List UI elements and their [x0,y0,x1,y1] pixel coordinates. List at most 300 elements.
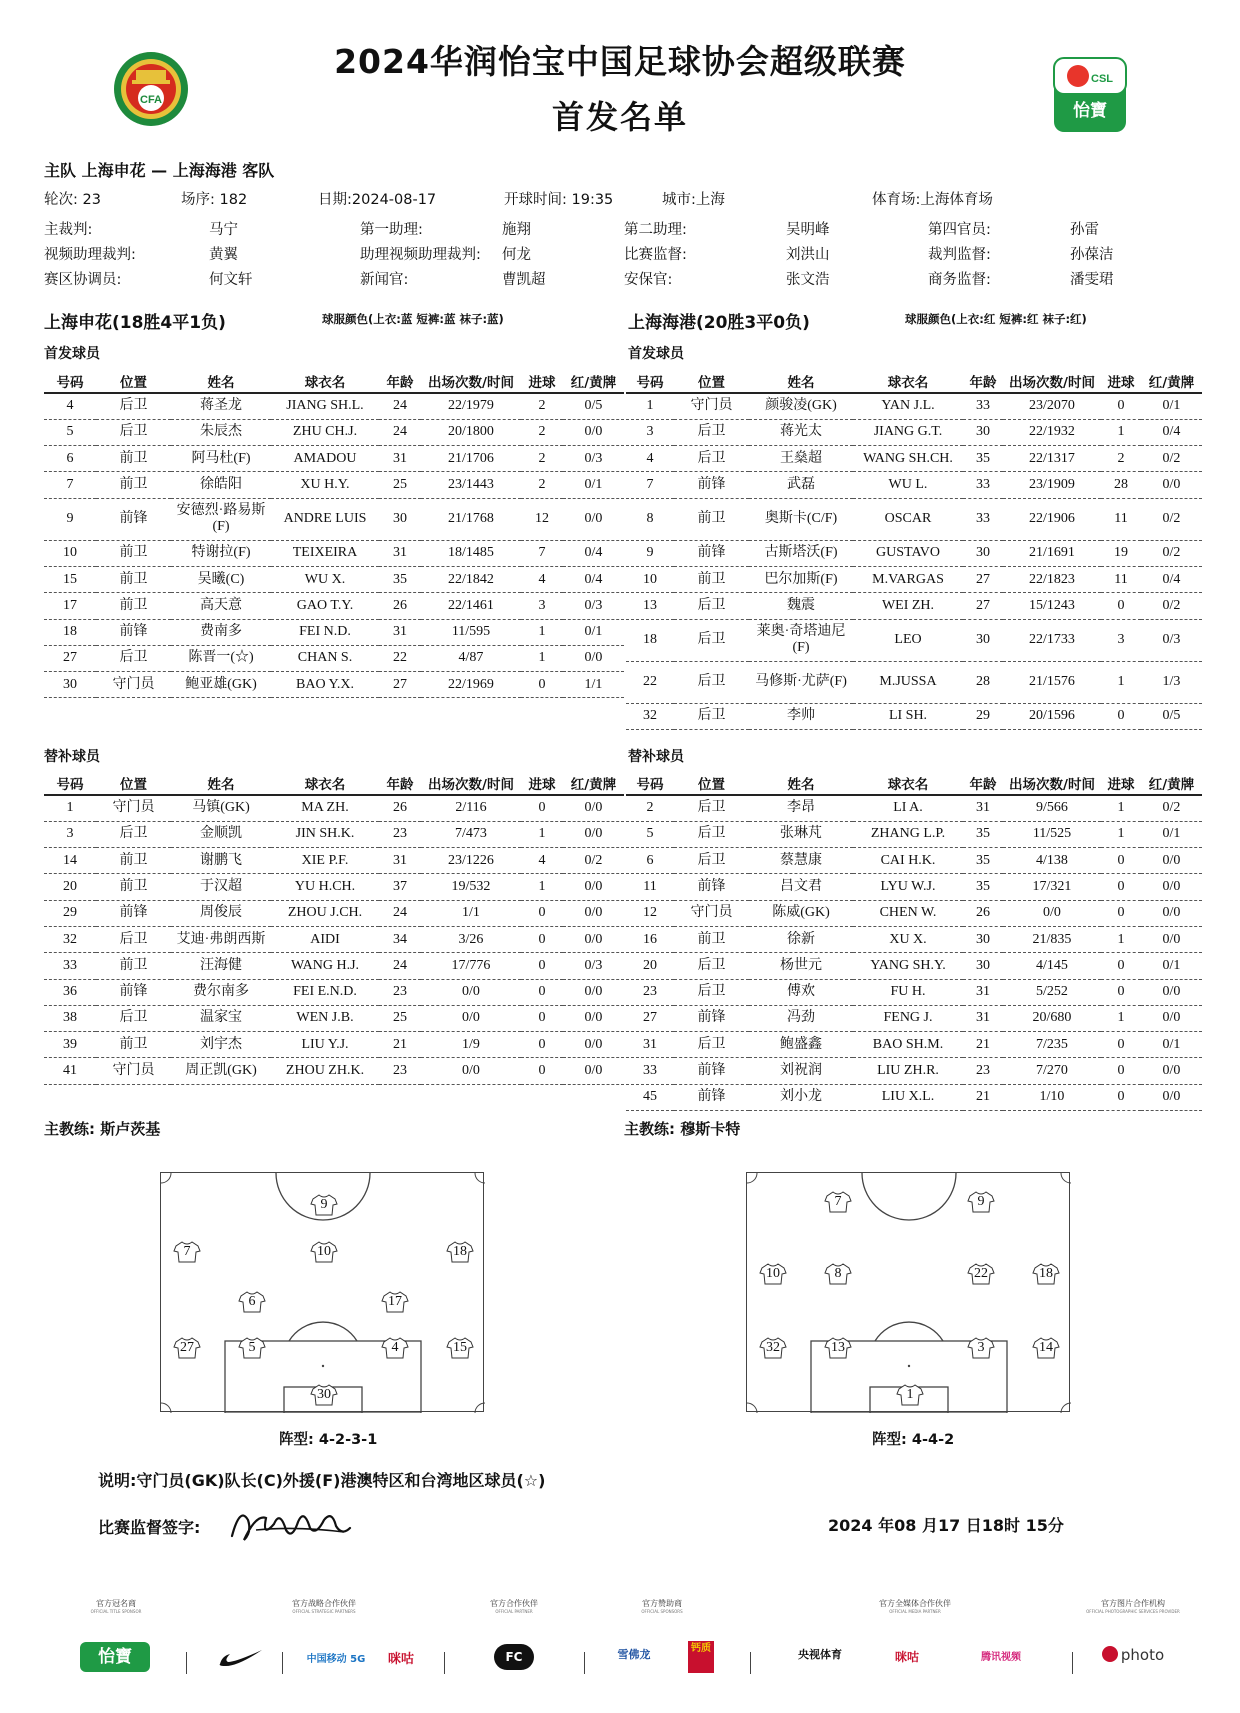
official-name: 施翔 [502,222,531,238]
away-team-name: 上海海港(20胜3平0负) [628,313,810,333]
table-cell: 前卫 [96,446,171,472]
column-header: 红/黄牌 [1141,772,1202,795]
city-info: 城市:上海 [662,192,725,208]
table-cell: 后卫 [96,645,171,671]
table-cell: 4/138 [1003,848,1101,874]
table-cell: 11 [1101,566,1141,592]
table-row [626,795,1202,821]
home-kit-colors: 球服颜色(上衣:蓝 短裤:蓝 袜子:蓝) [322,312,504,326]
table-cell: 1 [521,874,563,900]
sponsor-logo-yibao: 怡寶 [80,1642,150,1672]
table-cell: WU L. [853,472,963,498]
table-cell: 后卫 [674,979,749,1005]
table-cell: 7/473 [421,821,521,847]
legend-note: 说明:守门员(GK)队长(C)外援(F)港澳特区和台湾地区球员(☆) [98,1471,546,1490]
signed-time: 2024 年08 月17 日18时 15分 [828,1516,1064,1535]
table-cell: 0 [521,900,563,926]
table-cell: 23 [379,821,421,847]
table-cell: 22/1823 [1003,566,1101,592]
column-header: 红/黄牌 [563,370,624,393]
table-cell: 17 [44,593,96,619]
table-cell: JIN SH.K. [271,821,379,847]
table-cell: 后卫 [674,419,749,445]
table-cell: 1 [626,393,674,419]
table-cell: 于汉超 [171,874,271,900]
table-cell: 0/0 [563,900,624,926]
table-cell: 后卫 [96,419,171,445]
stadium-info: 体育场:上海体育场 [872,192,993,208]
table-cell: M.VARGAS [853,566,963,592]
table-cell: WANG SH.CH. [853,446,963,472]
table-cell: 1 [521,619,563,645]
sponsor-divider [584,1652,585,1674]
player-shirt-icon: 10 [310,1240,338,1264]
table-cell: LI SH. [853,703,963,729]
table-row [626,874,1202,900]
table-cell: 0/0 [1141,1058,1202,1084]
table-cell: 1 [1101,419,1141,445]
player-shirt-icon: 17 [381,1290,409,1314]
table-cell: 0/0 [563,874,624,900]
table-cell: 2/116 [421,795,521,821]
match-title: 主队 上海申花 — 上海海港 客队 [44,161,275,180]
table-cell: 0/3 [563,593,624,619]
player-shirt-icon: 7 [173,1240,201,1264]
sponsor-category: 官方合作伙伴 OFFICIAL PARTNER [490,1599,538,1614]
table-row [44,900,624,926]
column-header: 姓名 [171,772,271,795]
table-cell: 0/0 [421,1005,521,1031]
official-name: 曹凯超 [502,272,546,288]
table-cell: ZHU CH.J. [271,419,379,445]
player-shirt-icon: 22 [967,1262,995,1286]
column-header: 球衣名 [853,772,963,795]
table-cell: 0/1 [563,472,624,498]
table-cell: 20/1800 [421,419,521,445]
table-cell: 后卫 [674,953,749,979]
table-cell: 0/0 [1141,900,1202,926]
table-cell: CAI H.K. [853,848,963,874]
round-info: 轮次: 23 [44,192,101,208]
column-header: 位置 [96,370,171,393]
table-cell: 后卫 [674,619,749,661]
table-cell: 26 [963,900,1003,926]
column-header: 出场次数/时间 [421,772,521,795]
table-cell: 前卫 [96,953,171,979]
table-cell: 31 [626,1032,674,1058]
table-cell: 35 [963,848,1003,874]
table-cell: 20 [44,874,96,900]
table-row [44,419,624,445]
sponsor-logo-chevron: 雪佛龙 [617,1648,651,1661]
table-cell: FEI E.N.D. [271,979,379,1005]
column-header: 进球 [521,772,563,795]
seq-info: 场序: 182 [181,192,248,208]
table-cell: 0/0 [563,645,624,671]
table-cell: WANG H.J. [271,953,379,979]
official-name: 孙葆洁 [1070,247,1114,263]
table-cell: ZHANG L.P. [853,821,963,847]
table-cell: 0/0 [563,979,624,1005]
official-label: 助理视频助理裁判: [360,247,481,263]
table-cell: 费尔南多 [171,979,271,1005]
table-cell: 前卫 [96,874,171,900]
table-cell: JIANG SH.L. [271,393,379,419]
sponsor-logo-ea-fc: FC [494,1644,534,1670]
csl-badge-text: CSL [1091,73,1113,85]
column-header: 球衣名 [271,772,379,795]
table-cell: 23/1909 [1003,472,1101,498]
column-header: 姓名 [171,370,271,393]
official-label: 第一助理: [360,222,423,238]
player-shirt-icon: 18 [1032,1262,1060,1286]
table-cell: 37 [379,874,421,900]
table-cell: FU H. [853,979,963,1005]
kickoff-info: 开球时间: 19:35 [504,192,614,208]
table-row [626,419,1202,445]
table-cell: LIU ZH.R. [853,1058,963,1084]
table-cell: 29 [44,900,96,926]
table-cell: 杨世元 [749,953,853,979]
table-cell: 前锋 [674,472,749,498]
table-cell: 前卫 [96,540,171,566]
table-cell: 13 [626,593,674,619]
table-row [44,472,624,498]
table-cell: GAO T.Y. [271,593,379,619]
table-cell: YANG SH.Y. [853,953,963,979]
table-cell: 21/1576 [1003,661,1101,703]
table-cell: 0 [1101,1084,1141,1110]
table-cell: 0 [521,979,563,1005]
table-cell: 3 [521,593,563,619]
sponsor-divider [282,1652,283,1674]
table-cell: 34 [379,926,421,952]
table-cell: LIU Y.J. [271,1032,379,1058]
table-cell: 0/2 [1141,795,1202,821]
table-cell: 21/1691 [1003,540,1101,566]
table-cell: LI A. [853,795,963,821]
table-cell: 后卫 [674,1032,749,1058]
table-cell: AMADOU [271,446,379,472]
table-cell: 2 [521,446,563,472]
table-cell: 28 [1101,472,1141,498]
table-cell: 温家宝 [171,1005,271,1031]
table-cell: 24 [379,953,421,979]
table-cell: 22 [626,661,674,703]
table-cell: 前锋 [674,1058,749,1084]
table-cell: 30 [963,540,1003,566]
table-cell: XIE P.F. [271,848,379,874]
table-cell: 鲍盛鑫 [749,1032,853,1058]
column-header: 球衣名 [853,370,963,393]
table-cell: BAO Y.X. [271,672,379,698]
column-header: 年龄 [963,370,1003,393]
table-cell: 前锋 [96,900,171,926]
table-cell: 前锋 [674,540,749,566]
table-cell: 19/532 [421,874,521,900]
official-label: 视频助理裁判: [44,247,136,263]
home-starters-heading: 首发球员 [44,346,100,362]
table-cell: 守门员 [96,672,171,698]
official-label: 第二助理: [624,222,687,238]
table-cell: 0/0 [563,795,624,821]
page-title: 2024华润怡宝中国足球协会超级联赛 [334,42,906,81]
away-formation-pitch [746,1172,1070,1412]
signature-label: 比赛监督签字: [98,1518,201,1537]
table-cell: 22/1969 [421,672,521,698]
table-cell: 安德烈·路易斯(F) [171,498,271,540]
table-cell: 33 [963,472,1003,498]
table-cell: 3 [44,821,96,847]
table-cell: 后卫 [96,821,171,847]
table-cell: 2 [1101,446,1141,472]
table-cell: 徐皓阳 [171,472,271,498]
table-cell: FEI N.D. [271,619,379,645]
table-cell: 陈威(GK) [749,900,853,926]
table-cell: 4/145 [1003,953,1101,979]
official-name: 黄翼 [209,247,238,263]
player-shirt-icon: 1 [896,1383,924,1407]
column-header: 号码 [44,370,96,393]
table-row [44,821,624,847]
table-cell: 30 [963,619,1003,661]
column-header: 红/黄牌 [563,772,624,795]
column-header: 进球 [521,370,563,393]
table-row [44,566,624,592]
official-label: 安保官: [624,272,673,288]
column-header: 出场次数/时间 [1003,772,1101,795]
away-kit-colors: 球服颜色(上衣:红 短裤:红 袜子:红) [905,312,1087,326]
table-cell: 1 [44,795,96,821]
table-cell: 33 [963,498,1003,540]
table-cell: 0/2 [1141,446,1202,472]
table-cell: 古斯塔沃(F) [749,540,853,566]
sponsor-divider [444,1652,445,1674]
table-cell: 21 [963,1084,1003,1110]
table-cell: 22/1906 [1003,498,1101,540]
table-cell: 0/0 [1141,926,1202,952]
table-row [626,848,1202,874]
table-cell: 前卫 [96,472,171,498]
table-cell: 18 [626,619,674,661]
table-cell: 0 [1101,593,1141,619]
table-cell: 0/0 [1141,874,1202,900]
table-cell: 2 [521,472,563,498]
table-cell: 17/776 [421,953,521,979]
supervisor-signature [226,1500,356,1548]
table-cell: 鲍亚雄(GK) [171,672,271,698]
table-cell: 6 [44,446,96,472]
table-cell: 30 [44,672,96,698]
table-row [44,1058,624,1084]
table-cell: 27 [626,1005,674,1031]
table-cell: 21/835 [1003,926,1101,952]
table-cell: 0 [1101,979,1141,1005]
table-cell: 31 [379,540,421,566]
table-cell: 后卫 [674,848,749,874]
table-cell: 0/2 [1141,540,1202,566]
away-formation: 阵型: 4-4-2 [872,1432,955,1448]
table-cell: 24 [379,900,421,926]
table-cell: 11/595 [421,619,521,645]
table-cell: 高天意 [171,593,271,619]
table-cell: 1/9 [421,1032,521,1058]
table-cell: 18/1485 [421,540,521,566]
table-cell: 24 [379,419,421,445]
table-cell: 30 [379,498,421,540]
table-cell: 0 [521,926,563,952]
table-cell: 23 [963,1058,1003,1084]
table-cell: 0 [1101,953,1141,979]
table-cell: 1/1 [563,672,624,698]
table-cell: 27 [379,672,421,698]
official-name: 吴明峰 [786,222,830,238]
player-shirt-icon: 30 [310,1383,338,1407]
column-header: 号码 [44,772,96,795]
column-header: 红/黄牌 [1141,370,1202,393]
table-cell: 1 [1101,821,1141,847]
table-cell: 20 [626,953,674,979]
table-cell: 奥斯卡(C/F) [749,498,853,540]
table-cell: 0 [1101,848,1141,874]
table-cell: 23 [379,1058,421,1084]
table-cell: 刘宇杰 [171,1032,271,1058]
table-cell: 0 [521,1005,563,1031]
table-cell: YAN J.L. [853,393,963,419]
table-cell: 前锋 [96,498,171,540]
table-cell: 11 [626,874,674,900]
table-cell: AIDI [271,926,379,952]
sponsor-category: 官方冠名商 OFFICIAL TITLE SPONSOR [90,1599,142,1614]
table-cell: CHEN W. [853,900,963,926]
sponsor-logo-migu: 咪咕 [387,1652,414,1667]
table-row [44,593,624,619]
table-cell: 20/1596 [1003,703,1101,729]
table-cell: 守门员 [96,795,171,821]
table-cell: 前卫 [674,566,749,592]
table-row [44,926,624,952]
table-cell: 后卫 [674,661,749,703]
table-cell: 22/1979 [421,393,521,419]
table-cell: 后卫 [674,593,749,619]
table-cell: 陈晋一(☆) [171,645,271,671]
table-cell: 马修斯·尤萨(F) [749,661,853,703]
table-cell: 35 [963,874,1003,900]
table-cell: 26 [379,795,421,821]
table-row [626,446,1202,472]
sponsor-logo-migu-media: 咪咕 [894,1650,919,1664]
player-shirt-icon: 7 [824,1190,852,1214]
table-row [626,619,1202,661]
nike-swoosh-icon [218,1648,264,1668]
table-cell: 朱辰杰 [171,419,271,445]
table-cell: 前卫 [96,566,171,592]
table-row [44,619,624,645]
table-cell: 9/566 [1003,795,1101,821]
table-cell: 阿马杜(F) [171,446,271,472]
table-cell: LYU W.J. [853,874,963,900]
home-team-name: 上海申花(18胜4平1负) [44,313,226,333]
table-cell: 3 [626,419,674,445]
away-subs-table [626,772,1202,1111]
table-cell: 16 [626,926,674,952]
table-cell: 41 [44,1058,96,1084]
table-cell: 蒋光太 [749,419,853,445]
player-shirt-icon: 15 [446,1336,474,1360]
table-cell: 18 [44,619,96,645]
table-cell: 23/1226 [421,848,521,874]
table-cell: 7/235 [1003,1032,1101,1058]
player-shirt-icon: 13 [824,1336,852,1360]
official-name: 潘雯珺 [1070,272,1114,288]
table-cell: 6 [626,848,674,874]
table-cell: 2 [521,419,563,445]
column-header: 姓名 [749,370,853,393]
table-cell: 33 [44,953,96,979]
table-row [626,593,1202,619]
table-cell: 10 [44,540,96,566]
table-cell: 15 [44,566,96,592]
table-cell: 23 [379,979,421,1005]
table-cell: 11 [1101,498,1141,540]
table-cell: 0/1 [1141,1032,1202,1058]
table-cell: 0/4 [563,540,624,566]
table-cell: 0/0 [421,979,521,1005]
away-subs-heading: 替补球员 [628,749,684,765]
table-cell: 1/3 [1141,661,1202,703]
table-cell: 2 [626,795,674,821]
table-row [626,926,1202,952]
table-cell: 22/1317 [1003,446,1101,472]
table-cell: 33 [626,1058,674,1084]
table-cell: YU H.CH. [271,874,379,900]
table-cell: 31 [379,848,421,874]
table-row [626,1005,1202,1031]
away-starters-heading: 首发球员 [628,346,684,362]
table-cell: 徐新 [749,926,853,952]
table-cell: ZHOU ZH.K. [271,1058,379,1084]
table-cell: 谢鹏飞 [171,848,271,874]
table-row [44,979,624,1005]
table-cell: 19 [1101,540,1141,566]
column-header: 进球 [1101,370,1141,393]
table-cell: 33 [963,393,1003,419]
table-cell: 0/0 [1141,1005,1202,1031]
table-cell: 汪海健 [171,953,271,979]
table-row [44,672,624,698]
column-header: 姓名 [749,772,853,795]
table-cell: 0/0 [563,498,624,540]
table-cell: 22/1842 [421,566,521,592]
table-cell: FENG J. [853,1005,963,1031]
table-cell: 7 [521,540,563,566]
sponsor-category: 官方图片合作机构 OFFICIAL PHOTOGRAPHIC SERVICES PROVIDER [1086,1599,1180,1614]
table-cell: 0/5 [563,393,624,419]
table-cell: 3 [1101,619,1141,661]
table-cell: 31 [379,446,421,472]
table-cell: 周正凯(GK) [171,1058,271,1084]
table-cell: 31 [379,619,421,645]
table-cell: 22/1461 [421,593,521,619]
table-cell: 12 [626,900,674,926]
column-header: 年龄 [963,772,1003,795]
table-cell: WEN J.B. [271,1005,379,1031]
table-cell: ZHOU J.CH. [271,900,379,926]
table-row [44,645,624,671]
away-starters-table [626,370,1202,730]
table-cell: 守门员 [96,1058,171,1084]
table-cell: 前锋 [96,619,171,645]
